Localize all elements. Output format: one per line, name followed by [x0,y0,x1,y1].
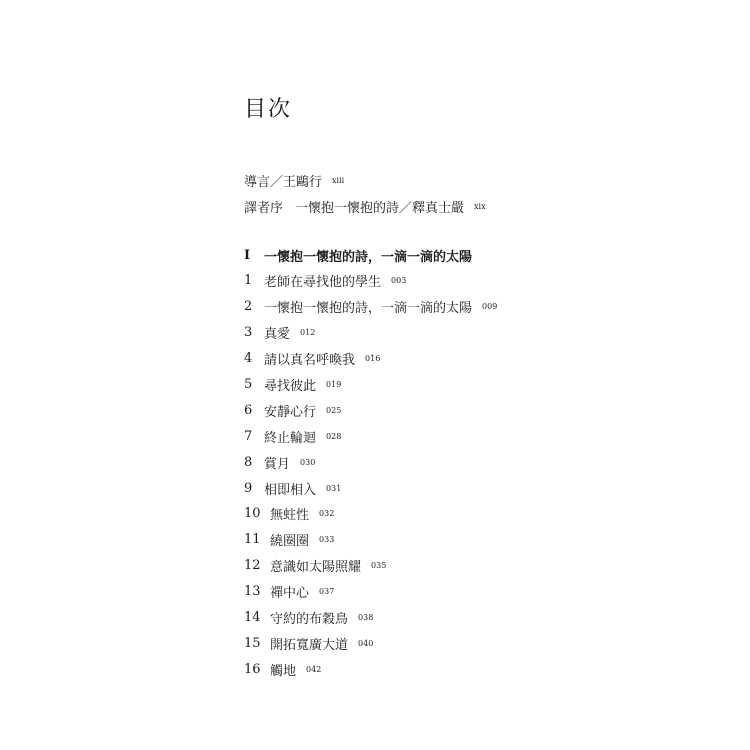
toc-entry [244,501,497,527]
toc-entry [244,656,497,682]
entry-title: 禪中心 [270,586,310,602]
entry-title: 繞圈圈 [270,534,310,550]
entry-title: 賞月 [264,456,291,472]
entry-title: 開拓寬廣大道 [270,637,349,653]
toc-entry [244,579,497,605]
entry-number: 2 [244,299,253,315]
entry-number: 6 [244,402,253,418]
toc-entry [244,294,497,320]
page-number: 033 [319,535,335,545]
toc-entry [244,268,497,294]
page-number: 032 [319,509,335,519]
entry-number: 16 [244,661,261,677]
entry-number: 9 [244,480,253,496]
page-number: 042 [306,664,322,674]
entry-number: 5 [244,377,253,392]
part-title: 一懷抱一懷抱的詩，一滴一滴的太陽 [264,249,473,265]
entry-title: 終止輪迴 [264,430,317,446]
entry-title: 意識如太陽照耀 [270,560,362,576]
entry-title: 守約的布穀鳥 [270,612,349,628]
front-matter [244,167,486,219]
page-title: 目次 [244,97,293,122]
toc-entry [244,553,497,579]
front-matter-label: 譯者序 [244,200,284,216]
toc-entry [244,449,497,475]
toc-entry [244,423,497,449]
entry-title: 相即相入 [264,482,317,498]
entry-number: 11 [244,532,261,548]
front-matter-label: 導言／王鷗行 [244,174,323,190]
part-number: I [244,247,251,263]
toc-entry [244,630,497,656]
page-number: 003 [391,276,407,286]
page-number: 035 [371,561,387,571]
entry-number: 12 [244,558,261,574]
entry-number: 15 [244,635,261,651]
entry-number: 7 [244,428,253,444]
entry-number: 10 [244,506,261,522]
page-number: 037 [319,587,335,597]
page-number: 030 [300,457,316,467]
page-number: 019 [326,380,342,389]
front-matter-text: 一懷抱一懷抱的詩／釋真士嚴 [295,200,465,216]
toc-entry [244,346,497,372]
front-matter-introduction [244,167,486,193]
entry-number: 3 [244,325,253,341]
part-heading [244,242,497,268]
toc-entries [244,268,497,682]
page-number: 031 [326,483,342,493]
table-of-contents [244,242,497,682]
page-number: 038 [358,613,374,623]
entry-number: 4 [244,351,253,367]
toc-entry [244,475,497,501]
page-number: 016 [365,354,381,364]
entry-title: 無蛀性 [270,508,310,524]
page-number: 009 [482,302,498,312]
entry-number: 14 [244,610,261,626]
entry-title: 真愛 [264,327,291,343]
entry-number: 1 [244,273,253,289]
page-number: 028 [326,431,342,441]
toc-entry [244,397,497,423]
entry-title: 尋找彼此 [264,379,317,394]
page-number: xix [474,201,486,211]
entry-number: 13 [244,584,261,600]
toc-entry [244,605,497,631]
page-number: xiii [332,175,345,185]
page-number: 025 [326,405,342,415]
toc-entry [244,372,497,398]
entry-title: 請以真名呼喚我 [264,353,356,369]
entry-title: 安靜心行 [264,404,317,420]
entry-title: 一懷抱一懷抱的詩，一滴一滴的太陽 [264,301,473,317]
page-number: 012 [300,328,316,338]
toc-entry [244,527,497,553]
page-number: 040 [358,638,374,648]
entry-title: 觸地 [270,663,297,679]
entry-title: 老師在尋找他的學生 [264,275,382,291]
toc-entry [244,320,497,346]
entry-number: 8 [244,454,253,470]
front-matter-translator-preface [244,193,486,219]
